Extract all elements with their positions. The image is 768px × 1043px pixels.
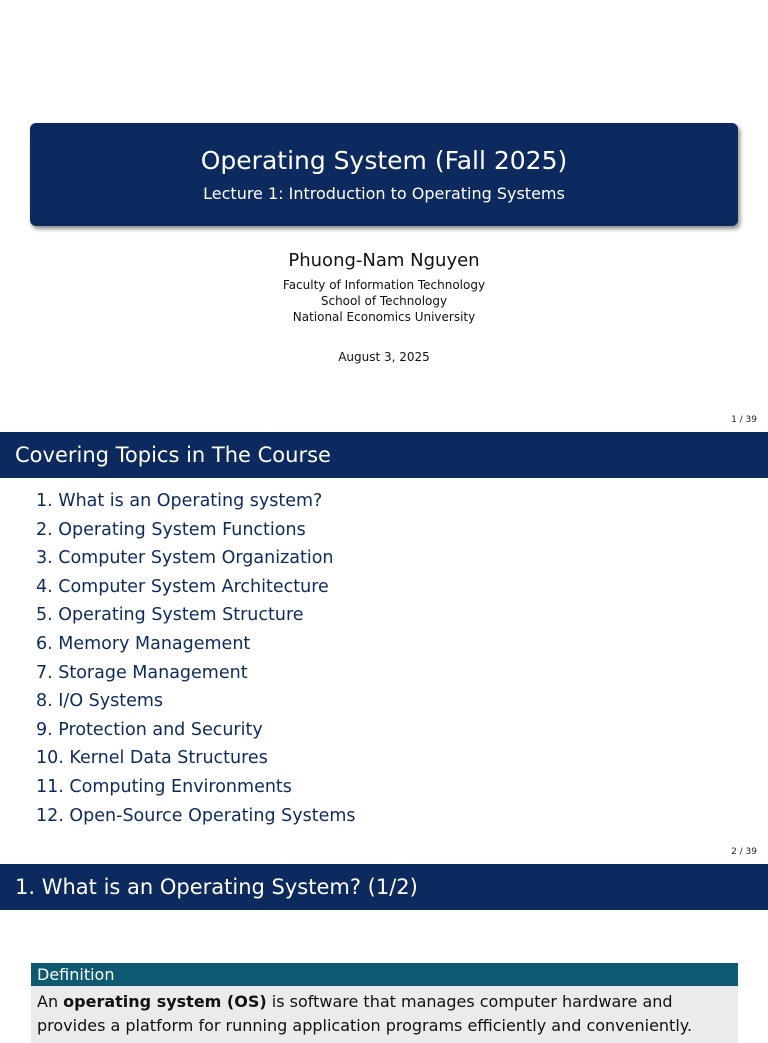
list-item: 4. Computer System Architecture — [36, 576, 329, 597]
list-item: 8. I/O Systems — [36, 691, 164, 712]
page-number: 1 / 39 — [731, 415, 757, 425]
title-box — [30, 123, 738, 226]
block-title: Definition — [31, 963, 738, 986]
frame-title: 1. What is an Operating System? (1/2) — [0, 864, 768, 910]
definition-prefix: An — [37, 992, 64, 1011]
page-number: 2 / 39 — [731, 847, 757, 857]
list-item: 9. Protection and Security — [36, 719, 263, 740]
list-item: 5. Operating System Structure — [36, 605, 304, 626]
presentation-subtitle: Lecture 1: Introduction to Operating Systems — [203, 184, 565, 203]
affiliation-faculty: Faculty of Information Technology — [282, 278, 486, 292]
affiliation-school: School of Technology — [320, 294, 448, 308]
presentation-date: August 3, 2025 — [338, 350, 430, 364]
definition-block — [31, 963, 738, 1043]
list-item: 2. Operating System Functions — [36, 519, 306, 540]
list-item: 12. Open-Source Operating Systems — [36, 805, 356, 826]
definition-text: is software that manages computer hardware and provides a platform for running application programs efficiently and conveniently. — [37, 992, 693, 1035]
list-item: 7. Storage Management — [36, 662, 248, 683]
affiliation-university: National Economics University — [292, 310, 476, 324]
frame-title: Covering Topics in The Course — [0, 432, 768, 478]
list-item: 6. Memory Management — [36, 633, 251, 654]
list-item: 1. What is an Operating system? — [36, 491, 323, 511]
block-body — [31, 986, 738, 1038]
list-item: 11. Computing Environments — [36, 776, 292, 797]
list-item: 10. Kernel Data Structures — [36, 748, 268, 769]
presentation-title: Operating System (Fall 2025) — [200, 146, 568, 175]
list-item: 3. Computer System Organization — [36, 548, 334, 569]
author-name: Phuong-Nam Nguyen — [288, 250, 480, 271]
topic-list — [36, 487, 356, 830]
definition-term: operating system (OS) — [63, 992, 267, 1011]
